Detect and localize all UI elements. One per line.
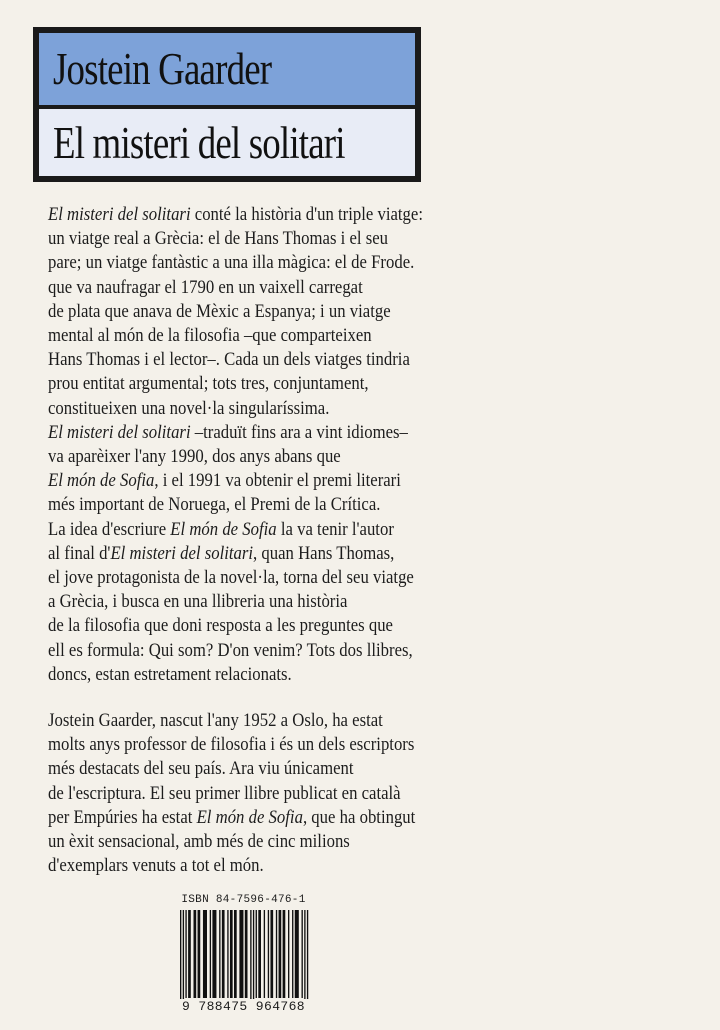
author-bio-text [48, 709, 488, 878]
barcode-bar [198, 910, 201, 998]
book-title-reference: El món de Sofia [48, 470, 155, 492]
text-segment: de la filosofia que doni resposta a les preguntes que [48, 615, 393, 637]
barcode-bar [302, 910, 303, 998]
barcode-bar [219, 910, 220, 998]
text-segment: –traduït fins ara a vint idiomes– [190, 421, 408, 443]
barcode-bar [307, 910, 308, 1006]
text-segment: prou entitat argumental; tots tres, conjuntament, [48, 373, 369, 395]
book-title-reference: El món de Sofia [170, 518, 277, 540]
blurb-line [48, 639, 435, 663]
barcode-bar [194, 910, 197, 998]
barcode-bar [270, 910, 273, 998]
barcode-bar [239, 910, 243, 998]
text-segment: pare; un viatge fantàstic a una illa màgica: el de Frode. [48, 252, 415, 274]
barcode-bar [250, 910, 251, 1006]
author-name: Jostein Gaarder [53, 44, 272, 94]
barcode-bar [283, 910, 286, 998]
text-segment: de plata que anava de Mèxic a Espanya; i un viatge [48, 300, 391, 322]
barcode-bar [245, 910, 248, 998]
book-title-reference: El misteri del solitari [110, 542, 254, 564]
blurb-line [48, 348, 435, 372]
text-segment: la va tenir l'autor [276, 518, 394, 540]
barcode-bar [279, 910, 282, 998]
blurb-line [48, 542, 435, 566]
barcode-bar [188, 910, 191, 998]
barcode-bar [185, 910, 186, 998]
text-segment: La idea d'escriure [48, 518, 171, 540]
text-segment: doncs, estan estretament relacionats. [48, 663, 292, 685]
barcode-bar [222, 910, 225, 998]
text-segment: un èxit sensacional, amb més de cinc milions [48, 831, 350, 853]
text-segment: més important de Noruega, el Premi de la Crítica. [48, 494, 381, 516]
bio-line [48, 854, 435, 878]
text-segment: al final d' [48, 542, 111, 564]
barcode-block [176, 894, 311, 1019]
book-title: El misteri del solitari [53, 117, 345, 168]
title-band [39, 109, 415, 176]
text-segment: de l'escriptura. El seu primer llibre publicat en català [48, 782, 401, 804]
blurb-line [48, 421, 435, 445]
blurb-line [48, 251, 435, 275]
blurb-line [48, 566, 435, 590]
blurb-line [48, 227, 435, 251]
author-band [39, 33, 415, 105]
barcode-bar [212, 910, 216, 998]
text-segment: molts anys professor de filosofia i és un dels escriptors [48, 734, 415, 756]
blurb-line [48, 276, 435, 300]
text-segment: un viatge real a Grècia: el de Hans Thomas i el seu [48, 228, 389, 250]
text-segment: constitueixen una novel·la singularíssima. [48, 397, 330, 419]
barcode-bar [258, 910, 261, 998]
blurb-text [48, 203, 488, 687]
barcode-bar [288, 910, 289, 998]
barcode-bar [292, 910, 293, 998]
blurb-line [48, 397, 435, 421]
bio-line [48, 806, 435, 830]
bio-line [48, 733, 435, 757]
text-segment: d'exemplars venuts a tot el món. [48, 855, 264, 877]
blurb-line [48, 590, 435, 614]
blurb-line [48, 324, 435, 348]
book-title-reference: El món de Sofia [196, 806, 303, 828]
title-box [33, 27, 421, 182]
blurb-line [48, 614, 435, 638]
text-segment: que va naufragar el 1790 en un vaixell carregat [48, 276, 363, 298]
blurb-line [48, 203, 435, 227]
bio-line [48, 709, 435, 733]
barcode-bar [203, 910, 207, 998]
barcode-bar [230, 910, 233, 998]
text-segment: ell es formula: Qui som? D'on venim? Tots dos llibres, [48, 639, 413, 661]
barcode-bar [210, 910, 211, 998]
text-segment: Jostein Gaarder, nascut l'any 1952 a Oslo, ha estat [48, 710, 383, 731]
bio-line [48, 782, 435, 806]
blurb-line [48, 518, 435, 542]
blurb-line [48, 493, 435, 517]
bio-line [48, 757, 435, 781]
text-segment: , quan Hans Thomas, [253, 542, 395, 564]
book-title-reference: El misteri del solitari [48, 204, 191, 225]
blurb-line [48, 469, 435, 493]
bio-line [48, 830, 435, 854]
isbn-label: ISBN 84-7596-476-1 [181, 894, 306, 906]
text-segment: més destacats del seu país. Ara viu únicament [48, 758, 354, 780]
barcode-bar [253, 910, 254, 1006]
barcode-bar [268, 910, 269, 998]
text-segment: , i el 1991 va obtenir el premi literari [154, 470, 401, 492]
barcode-graphic [178, 910, 309, 1006]
blurb-line [48, 663, 435, 687]
barcode-bar [234, 910, 237, 998]
blurb-line [48, 300, 435, 324]
barcode-bar [183, 910, 184, 1006]
text-segment: , que ha obtingut [302, 806, 416, 828]
barcode-bar [264, 910, 265, 998]
ean-digits: 9 788475 964768 [176, 999, 311, 1014]
text-segment: el jove protagonista de la novel·la, torna del seu viatge [48, 567, 414, 589]
text-segment: per Empúries ha estat [48, 806, 197, 828]
text-segment: a Grècia, i busca en una llibreria una història [48, 591, 348, 613]
barcode-bar [180, 910, 181, 1006]
text-segment: mental al món de la filosofia –que comparteixen [48, 325, 372, 347]
blurb-line [48, 445, 435, 469]
barcode-bar [276, 910, 277, 998]
text-segment: va aparèixer l'any 1990, dos anys abans que [48, 446, 341, 468]
text-segment: conté la història d'un triple viatge: [190, 204, 423, 225]
barcode-bar [256, 910, 257, 998]
barcode-bar [227, 910, 228, 998]
blurb-line [48, 372, 435, 396]
text-segment: Hans Thomas i el lector–. Cada un dels viatges tindria [48, 349, 410, 371]
barcode-bar [304, 910, 305, 1006]
barcode-bar [295, 910, 299, 998]
book-title-reference: El misteri del solitari [48, 421, 191, 443]
